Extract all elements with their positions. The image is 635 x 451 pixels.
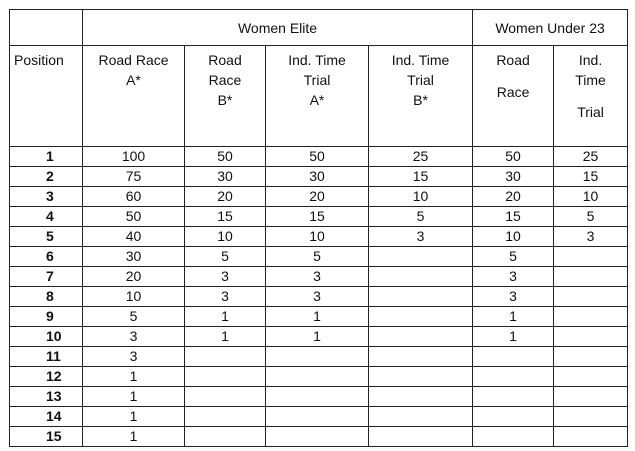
- elite-itt-b-cell: 15: [369, 167, 473, 187]
- elite-itt-a-cell: 1: [266, 307, 369, 327]
- position-cell: 10: [10, 327, 83, 347]
- elite-road-race-a-cell: 3: [83, 327, 185, 347]
- header-line: Ind.: [578, 52, 603, 68]
- column-header-elite-itt-b: [369, 46, 473, 147]
- u23-itt-cell: [554, 427, 628, 447]
- table-row: [10, 247, 628, 267]
- column-header-u23-itt: [554, 46, 628, 147]
- table-row: [10, 227, 628, 247]
- u23-road-race-cell: 1: [473, 327, 554, 347]
- elite-road-race-a-cell: 75: [83, 167, 185, 187]
- points-table-body: [10, 147, 628, 447]
- elite-itt-a-cell: 5: [266, 247, 369, 267]
- elite-itt-a-cell: [266, 367, 369, 387]
- elite-itt-a-cell: 10: [266, 227, 369, 247]
- u23-itt-cell: [554, 347, 628, 367]
- group-header-women-under-23: Women Under 23: [473, 10, 628, 46]
- table-row: [10, 267, 628, 287]
- u23-road-race-cell: [473, 427, 554, 447]
- position-cell: 15: [10, 427, 83, 447]
- elite-road-race-b-cell: 10: [185, 227, 266, 247]
- u23-itt-cell: 15: [554, 167, 628, 187]
- u23-itt-cell: [554, 327, 628, 347]
- group-header-empty: [10, 10, 83, 46]
- table-row: [10, 367, 628, 387]
- header-line: Trial: [303, 72, 331, 88]
- elite-itt-a-cell: 30: [266, 167, 369, 187]
- u23-road-race-cell: 5: [473, 247, 554, 267]
- elite-itt-b-cell: [369, 427, 473, 447]
- elite-road-race-a-cell: 40: [83, 227, 185, 247]
- header-line: B*: [217, 92, 233, 108]
- elite-road-race-b-cell: [185, 427, 266, 447]
- position-cell: 14: [10, 407, 83, 427]
- u23-itt-cell: [554, 267, 628, 287]
- u23-road-race-cell: [473, 387, 554, 407]
- elite-itt-a-cell: 1: [266, 327, 369, 347]
- header-line: A*: [309, 92, 325, 108]
- elite-road-race-b-cell: 50: [185, 147, 266, 167]
- header-line: Trial: [577, 104, 604, 120]
- u23-road-race-cell: 3: [473, 267, 554, 287]
- u23-road-race-cell: 15: [473, 207, 554, 227]
- elite-road-race-b-cell: 3: [185, 267, 266, 287]
- table-row: [10, 427, 628, 447]
- u23-road-race-cell: [473, 367, 554, 387]
- table-row: [10, 187, 628, 207]
- position-cell: 2: [10, 167, 83, 187]
- u23-itt-cell: [554, 307, 628, 327]
- header-line: Ind. Time: [288, 52, 346, 68]
- group-header-women-elite: Women Elite: [83, 10, 473, 46]
- table-row: [10, 327, 628, 347]
- elite-itt-b-cell: [369, 247, 473, 267]
- table-row: [10, 287, 628, 307]
- elite-road-race-a-cell: 60: [83, 187, 185, 207]
- elite-itt-a-cell: 15: [266, 207, 369, 227]
- table-row: [10, 207, 628, 227]
- u23-itt-cell: [554, 367, 628, 387]
- elite-itt-a-cell: [266, 347, 369, 367]
- elite-itt-a-cell: 3: [266, 267, 369, 287]
- position-cell: 7: [10, 267, 83, 287]
- u23-itt-cell: 3: [554, 227, 628, 247]
- elite-road-race-a-cell: 1: [83, 427, 185, 447]
- group-header-row: [10, 10, 628, 46]
- u23-road-race-cell: 1: [473, 307, 554, 327]
- elite-itt-b-cell: [369, 267, 473, 287]
- u23-road-race-cell: 20: [473, 187, 554, 207]
- position-cell: 11: [10, 347, 83, 367]
- elite-itt-b-cell: [369, 367, 473, 387]
- header-line: Race: [496, 84, 530, 100]
- elite-itt-b-cell: [369, 327, 473, 347]
- u23-road-race-cell: 3: [473, 287, 554, 307]
- u23-road-race-cell: 30: [473, 167, 554, 187]
- elite-road-race-b-cell: [185, 407, 266, 427]
- position-cell: 6: [10, 247, 83, 267]
- table-row: [10, 307, 628, 327]
- elite-itt-b-cell: [369, 407, 473, 427]
- elite-road-race-b-cell: 5: [185, 247, 266, 267]
- elite-itt-b-cell: 5: [369, 207, 473, 227]
- elite-itt-a-cell: 50: [266, 147, 369, 167]
- elite-road-race-b-cell: 15: [185, 207, 266, 227]
- position-cell: 8: [10, 287, 83, 307]
- elite-itt-a-cell: [266, 427, 369, 447]
- elite-itt-b-cell: [369, 387, 473, 407]
- elite-road-race-a-cell: 50: [83, 207, 185, 227]
- table-row: [10, 407, 628, 427]
- elite-road-race-b-cell: 1: [185, 307, 266, 327]
- elite-itt-b-cell: [369, 287, 473, 307]
- header-line: Time: [575, 72, 606, 88]
- header-line: Ind. Time: [391, 52, 450, 68]
- elite-road-race-a-cell: 3: [83, 347, 185, 367]
- position-cell: 4: [10, 207, 83, 227]
- u23-road-race-cell: 10: [473, 227, 554, 247]
- elite-road-race-a-cell: 20: [83, 267, 185, 287]
- position-cell: 13: [10, 387, 83, 407]
- table-row: [10, 167, 628, 187]
- column-header-elite-road-race-b: [185, 46, 266, 147]
- elite-road-race-a-cell: 5: [83, 307, 185, 327]
- u23-road-race-cell: 50: [473, 147, 554, 167]
- elite-road-race-a-cell: 1: [83, 367, 185, 387]
- u23-itt-cell: [554, 387, 628, 407]
- points-table: [9, 9, 628, 447]
- elite-itt-b-cell: [369, 347, 473, 367]
- elite-road-race-b-cell: 30: [185, 167, 266, 187]
- position-cell: 5: [10, 227, 83, 247]
- elite-road-race-a-cell: 30: [83, 247, 185, 267]
- table-row: [10, 347, 628, 367]
- header-line: B*: [413, 92, 428, 108]
- u23-itt-cell: 5: [554, 207, 628, 227]
- position-cell: 1: [10, 147, 83, 167]
- elite-itt-b-cell: 10: [369, 187, 473, 207]
- elite-itt-a-cell: 3: [266, 287, 369, 307]
- column-header-row: [10, 46, 628, 147]
- elite-itt-a-cell: 20: [266, 187, 369, 207]
- u23-itt-cell: 25: [554, 147, 628, 167]
- column-header-u23-road-race: [473, 46, 554, 147]
- header-line: Road Race: [98, 52, 169, 68]
- u23-road-race-cell: [473, 347, 554, 367]
- elite-road-race-b-cell: 1: [185, 327, 266, 347]
- column-header-elite-itt-a: [266, 46, 369, 147]
- position-cell: 9: [10, 307, 83, 327]
- u23-itt-cell: [554, 287, 628, 307]
- header-line: Race: [208, 72, 242, 88]
- elite-itt-a-cell: [266, 387, 369, 407]
- position-cell: 3: [10, 187, 83, 207]
- u23-itt-cell: [554, 247, 628, 267]
- header-line: A*: [126, 72, 141, 88]
- header-line: Trial: [407, 72, 434, 88]
- elite-road-race-a-cell: 100: [83, 147, 185, 167]
- elite-itt-b-cell: 25: [369, 147, 473, 167]
- u23-itt-cell: [554, 407, 628, 427]
- position-cell: 12: [10, 367, 83, 387]
- elite-road-race-b-cell: 3: [185, 287, 266, 307]
- elite-road-race-a-cell: 1: [83, 387, 185, 407]
- elite-road-race-b-cell: [185, 347, 266, 367]
- elite-itt-a-cell: [266, 407, 369, 427]
- elite-itt-b-cell: [369, 307, 473, 327]
- u23-road-race-cell: [473, 407, 554, 427]
- elite-road-race-a-cell: 1: [83, 407, 185, 427]
- elite-road-race-b-cell: [185, 367, 266, 387]
- u23-itt-cell: 10: [554, 187, 628, 207]
- table-row: [10, 387, 628, 407]
- elite-road-race-b-cell: [185, 387, 266, 407]
- header-line: Road: [496, 52, 530, 68]
- header-line: Road: [208, 52, 242, 68]
- column-header-position: Position: [10, 46, 83, 147]
- elite-road-race-b-cell: 20: [185, 187, 266, 207]
- table-row: [10, 147, 628, 167]
- elite-road-race-a-cell: 10: [83, 287, 185, 307]
- column-header-elite-road-race-a: [83, 46, 185, 147]
- elite-itt-b-cell: 3: [369, 227, 473, 247]
